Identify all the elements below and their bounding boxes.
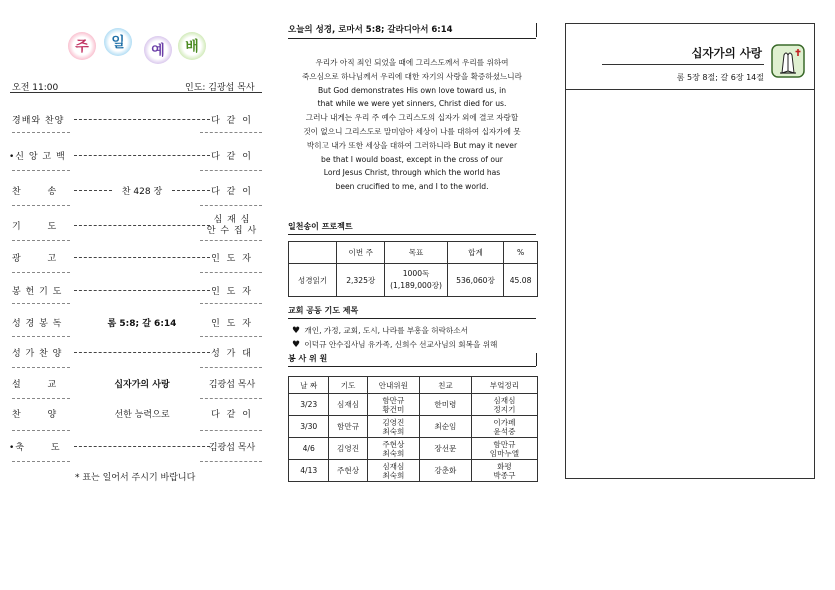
divider [536, 353, 537, 366]
divider [200, 398, 262, 399]
service-leader: 인도: 김광섭 목사 [185, 83, 255, 93]
order-content: 롬 5:8; 갈 6:14 [107, 319, 177, 329]
order-item: 기 도 [12, 222, 58, 232]
order-item: 찬 송 [12, 187, 58, 197]
order-row [12, 251, 262, 265]
divider [74, 446, 210, 447]
scripture-line: 죽으심으로 하나님께서 우리에 대한 자기의 사랑을 확증하셨느니라 [302, 71, 522, 81]
divider [200, 336, 262, 337]
order-item: 봉 헌 기 도 [12, 287, 63, 297]
scripture-line: 우리가 아직 죄인 되었을 때에 그리스도께서 우리를 위하여 [315, 58, 509, 67]
scripture-line: 그러나 내게는 우리 주 예수 그리스도의 십자가 외에 결코 자랑할 [305, 113, 519, 123]
table-row [289, 394, 538, 416]
order-item: 찬 양 [12, 410, 58, 420]
table-cell: 3/23 [289, 394, 329, 416]
table-header: 이번 주 [337, 242, 385, 264]
table-cell: 김영진 최숙희 [367, 416, 419, 438]
table-cell: 화평 박종구 [471, 460, 537, 482]
divider [12, 336, 70, 337]
divider [12, 398, 70, 399]
table-cell: 김영진 [329, 438, 367, 460]
prayer-item: 개인, 가정, 교회, 도시, 나라를 부흥을 허락하소서 [304, 326, 468, 335]
scripture-line: Lord Jesus Christ, through which the world has [323, 168, 501, 178]
table-row [289, 416, 538, 438]
duty-table [288, 376, 538, 482]
prayer-item: 이덕규 안수집사님 유가족, 신희수 선교사님의 회복을 위해 [304, 340, 498, 349]
order-row [12, 113, 262, 127]
divider [200, 303, 262, 304]
scripture-line: 것이 없으니 그리스도로 말미암아 세상이 나를 대하여 십자가에 못 [303, 126, 521, 136]
list-item [292, 324, 497, 338]
service-title [68, 28, 218, 68]
divider [74, 225, 210, 226]
divider [10, 92, 262, 93]
divider [74, 119, 210, 120]
order-item: •신 앙 고 백 [9, 152, 66, 162]
table-cell: 이가페 윤석중 [471, 416, 537, 438]
table-header [289, 242, 337, 264]
duty-title: 봉 사 위 원 [288, 353, 536, 367]
table-cell: 성경읽기 [289, 264, 337, 297]
table-cell: 45.08 [504, 264, 538, 297]
table-header: 목표 [385, 242, 448, 264]
table-header: 합계 [447, 242, 503, 264]
divider [12, 170, 70, 171]
reading-project-title: 일천송이 프로젝트 [288, 221, 536, 235]
praying-hands-icon [770, 43, 806, 79]
order-person: 인 도 자 [211, 287, 253, 297]
service-time: 오전 11:00 [12, 83, 59, 93]
sermon-title: 십자가의 사랑 [691, 46, 762, 60]
table-header: 부엌정리 [471, 377, 537, 394]
order-content: 찬 428 장 [121, 187, 163, 197]
order-person: 김광섭 목사 [208, 443, 256, 453]
order-person: 다 같 이 [211, 152, 253, 162]
table-header-row [289, 242, 538, 264]
table-header-row [289, 377, 538, 394]
divider [536, 23, 537, 37]
table-cell: 주현상 최숙희 [367, 438, 419, 460]
scripture-text [288, 56, 536, 194]
order-person: 다 같 이 [211, 187, 253, 197]
table-cell: 4/13 [289, 460, 329, 482]
divider [12, 367, 70, 368]
order-row [12, 215, 262, 241]
order-row [9, 149, 262, 163]
table-cell: 536,060장 [447, 264, 503, 297]
divider [74, 352, 210, 353]
table-cell: 2,325장 [337, 264, 385, 297]
order-content: 선한 능력으로 [114, 410, 170, 420]
table-header: 안내위원 [367, 377, 419, 394]
divider [74, 155, 210, 156]
table-header: 날 짜 [289, 377, 329, 394]
order-person: 심 재 심 안 수 집 사 [206, 215, 258, 236]
divider [200, 205, 262, 206]
table-cell: 심재심 [329, 394, 367, 416]
order-row [9, 440, 262, 454]
divider [74, 257, 210, 258]
table-cell: 함만규 황건미 [367, 394, 419, 416]
order-row [12, 346, 262, 360]
title-char-4: 배 [178, 32, 206, 60]
order-row [12, 316, 262, 330]
order-row [12, 377, 262, 391]
order-item: 성 경 봉 독 [12, 319, 63, 329]
scripture-line: 박히고 내가 또한 세상을 대하여 그러하니라 But may it never [306, 140, 518, 150]
scripture-line: But God demonstrates His own love toward us, in [317, 85, 507, 95]
table-cell: 심재심 최숙희 [367, 460, 419, 482]
table-cell: 심재심 정지기 [471, 394, 537, 416]
title-char-3: 예 [144, 36, 172, 64]
table-row [289, 264, 538, 297]
heart-icon: ♥ [292, 326, 301, 336]
divider [200, 430, 262, 431]
scripture-line: been crucified to me, and I to the world. [335, 182, 489, 192]
list-item [292, 338, 497, 352]
divider [12, 132, 70, 133]
table-cell: 강춘화 [419, 460, 471, 482]
table-cell: 주현상 [329, 460, 367, 482]
order-content: 십자가의 사랑 [114, 380, 170, 390]
divider [12, 461, 70, 462]
order-person: 다 같 이 [211, 116, 253, 126]
footnote: * 표는 일어서 주시기 바랍니다 [75, 473, 196, 483]
prayer-list [292, 324, 497, 352]
table-cell: 함만규 [329, 416, 367, 438]
table-cell: 장선문 [419, 438, 471, 460]
table-cell: 최순임 [419, 416, 471, 438]
table-row [289, 438, 538, 460]
table-cell: 한미령 [419, 394, 471, 416]
scripture-line: be that I would boast, except in the cross of our [321, 154, 503, 164]
divider [74, 290, 210, 291]
order-person: 인 도 자 [211, 319, 253, 329]
divider [12, 303, 70, 304]
divider [602, 64, 764, 65]
divider [200, 272, 262, 273]
order-item: •축 도 [9, 443, 61, 453]
table-cell: 3/30 [289, 416, 329, 438]
table-header: 기도 [329, 377, 367, 394]
divider [12, 205, 70, 206]
order-person: 인 도 자 [211, 254, 253, 264]
order-row [12, 407, 262, 421]
divider [200, 461, 262, 462]
divider [200, 367, 262, 368]
order-item: 광 고 [12, 254, 58, 264]
table-cell: 함만규 임마누엘 [471, 438, 537, 460]
title-char-2: 일 [104, 28, 132, 56]
order-person: 다 같 이 [211, 410, 253, 420]
table-cell: 4/6 [289, 438, 329, 460]
scripture-line: that while we were yet sinners, Christ died for us. [317, 99, 507, 109]
divider [200, 240, 262, 241]
divider [565, 89, 815, 90]
reading-project-table [288, 241, 538, 297]
divider [200, 132, 262, 133]
divider [200, 170, 262, 171]
table-header: % [504, 242, 538, 264]
table-row [289, 460, 538, 482]
order-row [12, 284, 262, 298]
scripture-heading: 오늘의 성경, 로마서 5:8; 갈라디아서 6:14 [288, 23, 536, 39]
sermon-reference: 롬 5장 8절; 갈 6장 14절 [676, 73, 764, 82]
bulletin-panel [565, 23, 815, 479]
order-person: 김광섭 목사 [208, 380, 256, 390]
divider [12, 240, 70, 241]
order-item: 경배와 찬양 [12, 116, 65, 126]
order-row [12, 184, 262, 198]
table-header: 친교 [419, 377, 471, 394]
divider [12, 430, 70, 431]
order-item: 설 교 [12, 380, 58, 390]
title-char-1: 주 [68, 32, 96, 60]
table-cell: 1000독 (1,189,000장) [385, 264, 448, 297]
order-item: 성 가 찬 양 [12, 349, 63, 359]
heart-icon: ♥ [292, 340, 301, 350]
order-person: 성 가 대 [211, 349, 253, 359]
prayer-title: 교회 공동 기도 제목 [288, 305, 536, 319]
divider [12, 272, 70, 273]
